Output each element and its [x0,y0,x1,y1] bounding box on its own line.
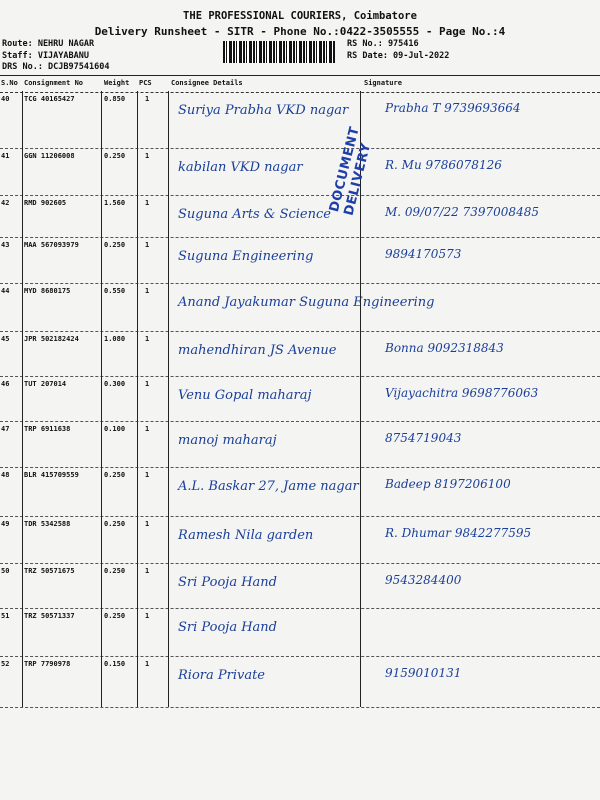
row-sno: 49 [1,520,10,528]
route-label: Route: NEHRU NAGAR [2,39,95,49]
row-signature: Prabha T 9739693664 [385,101,521,115]
col-sno: S.No [1,79,18,87]
rs-date: RS Date: 09-Jul-2022 [347,50,450,61]
row-sno: 48 [1,471,10,479]
row-weight: 0.550 [104,287,126,295]
row-signature: Bonna 9092318843 [385,341,504,355]
row-consignee: Suguna Arts & Science [178,207,331,222]
row-signature: 9894170573 [385,247,462,261]
row-sno: 42 [1,199,10,207]
row-sno: 41 [1,152,10,160]
table-row [0,608,600,657]
table-row [0,195,600,238]
row-sno: 51 [1,612,10,620]
row-signature: 9159010131 [385,666,462,680]
row-signature: M. 09/07/22 7397008485 [385,205,539,219]
table-row [0,376,600,422]
rs-no: RS No.: 975416 [347,39,419,49]
row-consignment: JPR 502182424 [24,335,79,343]
row-sno: 50 [1,567,10,575]
row-weight: 1.560 [104,199,126,207]
row-consignee: manoj maharaj [178,433,277,448]
route-staff-block [2,39,109,74]
row-weight: 0.250 [104,612,126,620]
row-pcs: 1 [145,335,150,343]
row-consignee: A.L. Baskar 27, Jame nagar [178,479,359,494]
row-weight: 0.250 [104,567,126,575]
table-row [0,91,600,149]
row-consignment: TRZ 50571675 [24,567,75,575]
row-consignment: TRP 7790978 [24,660,71,668]
row-sno: 47 [1,425,10,433]
row-consignee: Suriya Prabha VKD nagar [178,103,349,118]
row-pcs: 1 [145,287,150,295]
col-signature: Signature [364,79,402,87]
barcode [223,41,335,63]
row-pcs: 1 [145,471,150,479]
row-signature: R. Mu 9786078126 [385,158,502,172]
staff-label: Staff: VIJAYABANU [2,50,89,61]
table-row [0,656,600,708]
row-pcs: 1 [145,152,150,160]
table-row [0,331,600,377]
row-consignment: RMD 902605 [24,199,67,207]
row-sno: 43 [1,241,10,249]
row-consignment: TDR 5342588 [24,520,71,528]
row-consignment: TRP 6911638 [24,425,71,433]
table-row [0,148,600,196]
row-weight: 0.150 [104,660,126,668]
row-pcs: 1 [145,199,150,207]
row-sno: 44 [1,287,10,295]
table-row [0,467,600,517]
row-weight: 1.080 [104,335,126,343]
row-weight: 0.250 [104,152,126,160]
row-pcs: 1 [145,425,150,433]
row-signature: 9543284400 [385,573,462,587]
row-signature: Badeep 8197206100 [385,477,511,491]
row-pcs: 1 [145,612,150,620]
row-consignment: MAA 567093979 [24,241,79,249]
row-signature: Vijayachitra 9698776063 [385,386,539,400]
row-sno: 46 [1,380,10,388]
row-weight: 0.850 [104,95,126,103]
row-weight: 0.300 [104,380,126,388]
row-consignee: Ramesh Nila garden [178,528,314,543]
row-sno: 45 [1,335,10,343]
document-delivery-stamp: DOCUMENT DELIVERY [327,125,375,218]
row-consignee: Anand Jayakumar Suguna Engineering [178,295,435,310]
row-sno: 40 [1,95,10,103]
drs-label: DRS No.: DCJB97541604 [2,62,110,72]
row-pcs: 1 [145,380,150,388]
table-row [0,563,600,609]
row-pcs: 1 [145,241,150,249]
table-row [0,421,600,468]
table-row [0,516,600,564]
row-consignment: TUT 207014 [24,380,67,388]
row-consignment: GGN 11206008 [24,152,75,160]
row-consignee: Sri Pooja Hand [178,575,277,590]
rs-block [347,39,449,62]
col-consignee: Consignee Details [171,79,243,87]
runsheet-subtitle: Delivery Runsheet - SITR - Phone No.:0422-3505555 - Page No.:4 [94,25,506,38]
row-consignment: MYD 8680175 [24,287,71,295]
row-weight: 0.250 [104,471,126,479]
row-consignee: mahendhiran JS Avenue [178,343,337,358]
row-consignment: BLR 415709559 [24,471,79,479]
row-weight: 0.100 [104,425,126,433]
row-consignee: Sri Pooja Hand [178,620,277,635]
table-row [0,283,600,332]
row-consignee: Suguna Engineering [178,249,314,264]
row-pcs: 1 [145,520,150,528]
table-row [0,237,600,284]
row-weight: 0.250 [104,520,126,528]
row-consignment: TCG 40165427 [24,95,75,103]
row-pcs: 1 [145,95,150,103]
row-consignment: TRZ 50571337 [24,612,75,620]
col-pcs: PCS [139,79,152,87]
row-consignee: Venu Gopal maharaj [178,388,312,403]
row-consignee: kabilan VKD nagar [178,160,303,175]
col-consignment: Consignment No [24,79,84,87]
row-pcs: 1 [145,660,150,668]
row-consignee: Riora Private [178,668,266,683]
company-title: THE PROFESSIONAL COURIERS, Coimbatore [183,10,417,22]
row-signature: R. Dhumar 9842277595 [385,526,532,540]
row-pcs: 1 [145,567,150,575]
row-sno: 52 [1,660,10,668]
col-weight: Weight [104,79,130,87]
row-signature: 8754719043 [385,431,462,445]
row-weight: 0.250 [104,241,126,249]
